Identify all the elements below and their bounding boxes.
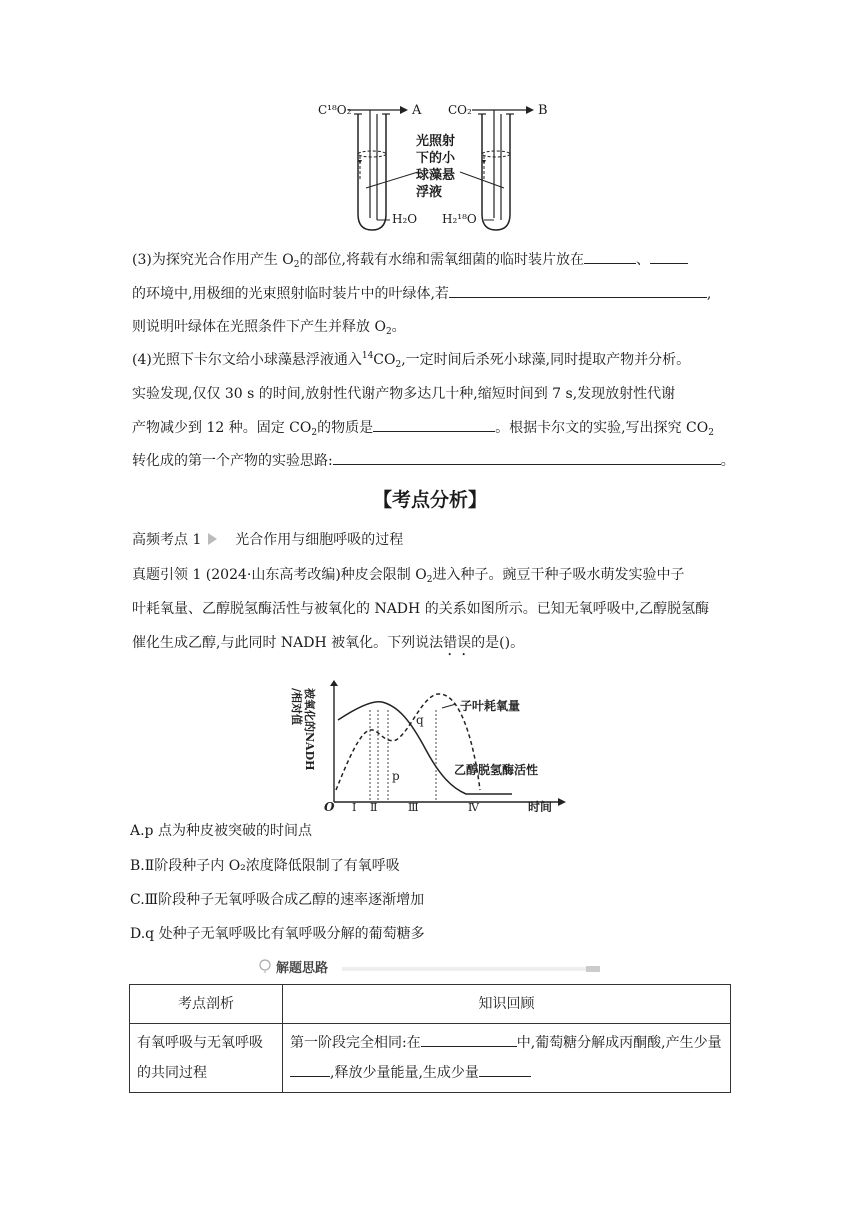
q4-line-4: 转化成的第一个产物的实验思路: 。: [132, 450, 735, 470]
answer-blank[interactable]: [333, 450, 721, 465]
y-axis-arrow: [330, 680, 338, 686]
emphasized-word: 错误: [443, 635, 472, 651]
question-line-2: 叶耗氧量、乙醇脱氢酶活性与被氧化的 NADH 的关系如图所示。已知无氧呼吸中,乙醇脱氢酶: [132, 601, 710, 617]
stage-label: Ⅱ: [370, 801, 378, 812]
solution-banner-label: 解题思路: [276, 961, 329, 976]
origin-label: O: [324, 800, 335, 812]
table-header-cell: 知识回顾: [283, 985, 731, 1024]
center-label: [416, 133, 455, 201]
q4-line-1: (4)光照下卡尔文给小球藻悬浮液通入$^{14}CO_2$,一定时间后杀死小球藻,同时提取产物并分析。: [132, 351, 691, 370]
topic-title: 光合作用与细胞呼吸的过程: [235, 532, 404, 548]
option-a[interactable]: A.p 点为种皮被突破的时间点: [130, 823, 312, 839]
answer-blank[interactable]: [421, 1032, 517, 1047]
q3-line-1: (3)为探究光合作用产生 $O_2$的部位,将载有水绵和需氧细菌的临时装片放在 、: [132, 249, 688, 270]
option-d[interactable]: D.q 处种子无氧呼吸比有氧呼吸分解的葡萄糖多: [130, 926, 425, 942]
marker-p: p: [392, 769, 400, 783]
x-axis-arrow: [558, 798, 566, 806]
table-header-cell: 考点剖析: [130, 985, 283, 1024]
center-label-line: 浮液: [416, 185, 443, 200]
answer-blank[interactable]: [479, 1062, 531, 1077]
topic-line: [132, 529, 403, 549]
stage-label: Ⅳ: [468, 801, 479, 812]
y-axis-label: 被氧化的NADH/相对值: [290, 688, 316, 771]
q4-line-3: 产物减少到 12 种。固定 $CO_2$的物质是 。根据卡尔文的实验,写出探究 $CO_2$: [132, 417, 714, 438]
left-water-label: H₂O: [392, 212, 418, 226]
answer-blank[interactable]: [449, 283, 707, 298]
x-axis-label: 时间: [528, 800, 553, 812]
section-heading: 【考点分析】: [372, 489, 487, 511]
center-label-line: 下的小: [416, 151, 456, 166]
option-c[interactable]: C.Ⅲ阶段种子无氧呼吸合成乙醇的速率逐渐增加: [130, 892, 425, 908]
series-label-enzyme: 乙醇脱氢酶活性: [454, 763, 539, 777]
right-output-label: B: [538, 103, 548, 118]
q4-line-2: 实验发现,仅仅 30 s 的时间,放射性代谢产物多达几十种,缩短时间到 7 s,发现放射性代谢: [132, 386, 676, 402]
left-output-label: A: [412, 103, 422, 118]
play-arrow-icon: [208, 533, 217, 545]
nadh-chart: [290, 680, 570, 812]
right-water-label: H₂¹⁸O: [442, 212, 477, 226]
series-label-oxygen: 子叶耗氧量: [460, 699, 521, 713]
table-cell-content: 第一阶段完全相同:在 中,葡萄糖分解成丙酮酸,产生少量,释放少量能量,生成少量: [283, 1024, 731, 1093]
center-label-line: 球藻悬: [416, 168, 456, 183]
question-line-1: 真题引领 1 (2024·山东高考改编)种皮会限制 $O_2$进入种子。豌豆干种子吸水萌发实验中子: [132, 567, 685, 585]
stage-label: Ⅰ: [352, 801, 357, 812]
table-header-row: [130, 985, 731, 1024]
answer-blank[interactable]: [584, 249, 636, 264]
table-cell-label: 有氧呼吸与无氧呼吸的共同过程: [130, 1024, 283, 1093]
topic-label: 高频考点 1: [132, 532, 202, 548]
solution-banner: [258, 958, 602, 974]
stage-label: Ⅲ: [408, 801, 419, 812]
series-line-oxygen: [338, 702, 512, 794]
marker-q: q: [416, 713, 424, 727]
answer-blank[interactable]: [290, 1062, 330, 1077]
analysis-table: [129, 984, 731, 1093]
option-b[interactable]: B.Ⅱ阶段种子内 O₂浓度降低限制了有氧呼吸: [130, 858, 400, 874]
right-gas-label: CO₂: [448, 103, 472, 117]
lightbulb-icon: [258, 958, 272, 974]
table-row: [130, 1024, 731, 1093]
q3-line-3: 则说明叶绿体在光照条件下产生并释放 $O_2$。: [132, 319, 406, 337]
question-line-3: 催化生成乙醇,与此同时 NADH 被氧化。下列说法错误的是()。: [132, 635, 525, 651]
series-label-leader: [442, 704, 456, 708]
center-label-line: 光照射: [416, 134, 456, 149]
answer-blank[interactable]: [650, 249, 688, 264]
left-gas-label: C¹⁸O₂: [318, 103, 352, 117]
answer-blank[interactable]: [373, 417, 495, 432]
q3-line-2: 的环境中,用极细的光束照射临时装片中的叶绿体,若 ,: [132, 283, 711, 303]
